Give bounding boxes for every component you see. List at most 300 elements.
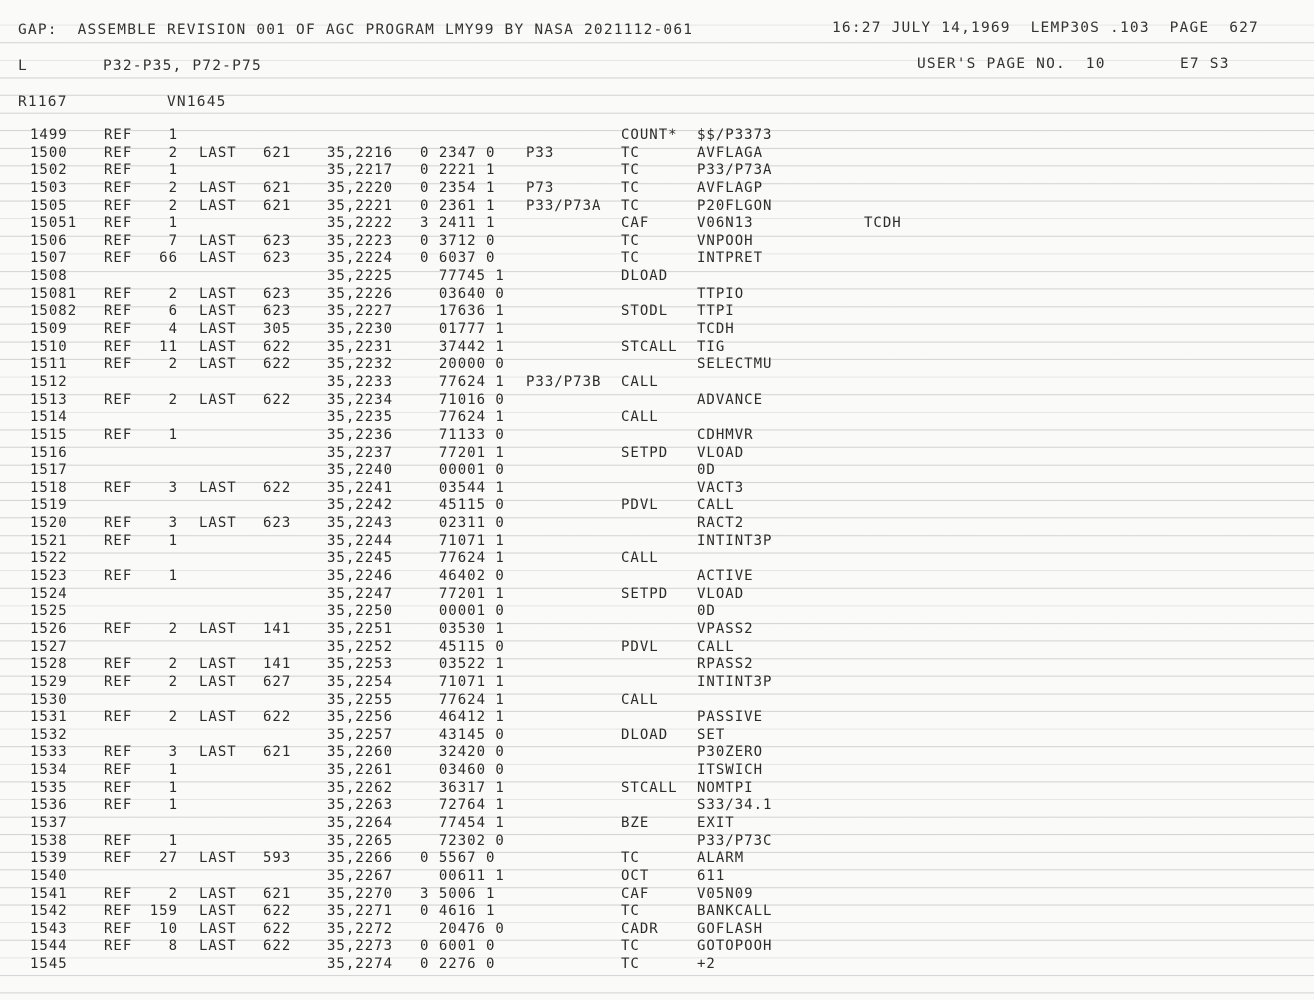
last-tag: LAST — [199, 850, 237, 867]
line-number: 1523 — [30, 568, 68, 585]
code-word: 0 2221 1 — [420, 162, 496, 179]
opcode: TC — [621, 162, 640, 179]
opcode: SETPD — [621, 444, 669, 461]
code-word: 71133 0 — [420, 426, 505, 443]
address: 35,2267 — [327, 867, 394, 884]
address: 35,2246 — [327, 568, 394, 585]
address: 35,2273 — [327, 938, 394, 955]
line-number: 1517 — [30, 462, 68, 479]
ref-tag: REF — [104, 762, 133, 779]
code-word: 43145 0 — [420, 726, 505, 743]
opcode: CADR — [621, 920, 659, 937]
address: 35,2222 — [327, 215, 394, 232]
ref-tag: REF — [104, 903, 133, 920]
header-vn: VN1645 — [167, 94, 227, 110]
last-page: 623 — [263, 303, 292, 320]
code-word: 20000 0 — [420, 356, 505, 373]
operand: V06N13 — [697, 215, 754, 232]
ref-tag: REF — [104, 709, 133, 726]
line-number: 1510 — [30, 338, 68, 355]
line-number: 15082 — [30, 303, 78, 320]
operand: EXIT — [697, 814, 735, 831]
listing-row — [0, 356, 1314, 374]
listing-row — [0, 497, 1314, 515]
address: 35,2262 — [327, 779, 394, 796]
code-word: 03522 1 — [420, 656, 505, 673]
code-word: 00001 0 — [420, 462, 505, 479]
header-timestamp: 16:27 JULY 14,1969 LEMP30S .103 PAGE 627 — [832, 20, 1259, 36]
last-tag: LAST — [199, 515, 237, 532]
operand: TTPIO — [697, 285, 745, 302]
last-tag: LAST — [199, 321, 237, 338]
opcode: TC — [621, 938, 640, 955]
line-number: 1538 — [30, 832, 68, 849]
opcode: BZE — [621, 814, 650, 831]
line-number: 1526 — [30, 620, 68, 637]
operand: GOFLASH — [697, 920, 764, 937]
opcode: CAF — [621, 885, 650, 902]
ref-tag: REF — [104, 744, 133, 761]
last-tag: LAST — [199, 144, 237, 161]
last-tag: LAST — [199, 338, 237, 355]
ref-tag: REF — [104, 197, 133, 214]
listing-row — [0, 180, 1314, 198]
code-word: 03530 1 — [420, 620, 505, 637]
code-word: 32420 0 — [420, 744, 505, 761]
listing-row — [0, 692, 1314, 710]
address: 35,2236 — [327, 426, 394, 443]
ref-tag: REF — [104, 797, 133, 814]
operand: PASSIVE — [697, 709, 764, 726]
opcode: DLOAD — [621, 726, 669, 743]
operand: $$/P3373 — [697, 127, 773, 143]
operand: ITSWICH — [697, 762, 764, 779]
operand: ADVANCE — [697, 391, 764, 408]
address: 35,2247 — [327, 585, 394, 602]
operand: INTPRET — [697, 250, 764, 267]
code-word: 77201 1 — [420, 585, 505, 602]
operand: CDHMVR — [697, 426, 754, 443]
address: 35,2235 — [327, 409, 394, 426]
code-word: 72302 0 — [420, 832, 505, 849]
ref-count: 27 — [159, 850, 178, 867]
operand: INTINT3P — [697, 532, 773, 549]
address: 35,2264 — [327, 814, 394, 831]
listing-row — [0, 445, 1314, 463]
symbol-label: P33/P73B — [526, 373, 602, 390]
code-word: 77624 1 — [420, 550, 505, 567]
ref-tag: REF — [104, 179, 133, 196]
operand: VLOAD — [697, 585, 745, 602]
ref-count: 10 — [159, 920, 178, 937]
last-page: 622 — [263, 479, 292, 496]
operand: P20FLGON — [697, 197, 773, 214]
listing-row — [0, 339, 1314, 357]
last-tag: LAST — [199, 356, 237, 373]
line-number: 1514 — [30, 409, 68, 426]
line-number: 1516 — [30, 444, 68, 461]
listing-row — [0, 462, 1314, 480]
line-number: 15051 — [30, 215, 78, 232]
address: 35,2230 — [327, 321, 394, 338]
listing-row — [0, 727, 1314, 745]
listing-row — [0, 674, 1314, 692]
listing-row — [0, 744, 1314, 762]
ref-tag: REF — [104, 515, 133, 532]
last-page: 621 — [263, 179, 292, 196]
operand: SET — [697, 726, 726, 743]
ref-tag: REF — [104, 285, 133, 302]
opcode: TC — [621, 197, 640, 214]
address: 35,2234 — [327, 391, 394, 408]
ref-count: 1 — [168, 762, 178, 779]
last-tag: LAST — [199, 391, 237, 408]
last-page: 622 — [263, 903, 292, 920]
address: 35,2252 — [327, 638, 394, 655]
ref-tag: REF — [104, 356, 133, 373]
ref-count: 159 — [149, 903, 178, 920]
ref-count: 3 — [168, 744, 178, 761]
line-number: 1522 — [30, 550, 68, 567]
address: 35,2224 — [327, 250, 394, 267]
address: 35,2216 — [327, 144, 394, 161]
listing-row — [0, 392, 1314, 410]
operand: VNPOOH — [697, 232, 754, 249]
code-word: 0 6037 0 — [420, 250, 496, 267]
code-word: 72764 1 — [420, 797, 505, 814]
address: 35,2242 — [327, 497, 394, 514]
code-word: 03544 1 — [420, 479, 505, 496]
listing-row — [0, 956, 1314, 974]
opcode: STCALL — [621, 779, 678, 796]
line-number: 1508 — [30, 268, 68, 285]
address: 35,2272 — [327, 920, 394, 937]
address: 35,2225 — [327, 268, 394, 285]
ref-count: 2 — [168, 885, 178, 902]
line-number: 1534 — [30, 762, 68, 779]
listing-row — [0, 656, 1314, 674]
operand: P33/P73C — [697, 832, 773, 849]
code-word: 36317 1 — [420, 779, 505, 796]
ref-count: 1 — [168, 426, 178, 443]
last-tag: LAST — [199, 250, 237, 267]
header-section: P32-P35, P72-P75 — [103, 58, 262, 74]
code-word: 71071 1 — [420, 673, 505, 690]
listing-row — [0, 762, 1314, 780]
opcode: SETPD — [621, 585, 669, 602]
listing-row — [0, 709, 1314, 727]
code-word: 0 4616 1 — [420, 903, 496, 920]
listing-table — [0, 127, 1314, 974]
ref-tag: REF — [104, 391, 133, 408]
code-word: 01777 1 — [420, 321, 505, 338]
opcode: OCT — [621, 867, 650, 884]
operand: TTPI — [697, 303, 735, 320]
line-number: 1503 — [30, 179, 68, 196]
listing-row — [0, 286, 1314, 304]
ref-count: 2 — [168, 656, 178, 673]
listing-row — [0, 533, 1314, 551]
operand: 611 — [697, 867, 726, 884]
code-word: 00611 1 — [420, 867, 505, 884]
listing-row — [0, 780, 1314, 798]
operand: NOMTPI — [697, 779, 754, 796]
operand: CALL — [697, 497, 735, 514]
operand: 0D — [697, 462, 716, 479]
opcode: STODL — [621, 303, 669, 320]
code-word: 77201 1 — [420, 444, 505, 461]
operand: RPASS2 — [697, 656, 754, 673]
ref-count: 4 — [168, 321, 178, 338]
ref-tag: REF — [104, 426, 133, 443]
ref-count: 3 — [168, 515, 178, 532]
ref-tag: REF — [104, 620, 133, 637]
ref-tag: REF — [104, 127, 133, 143]
address: 35,2223 — [327, 232, 394, 249]
ref-tag: REF — [104, 850, 133, 867]
ref-tag: REF — [104, 232, 133, 249]
address: 35,2260 — [327, 744, 394, 761]
ref-tag: REF — [104, 321, 133, 338]
header-title: GAP: ASSEMBLE REVISION 001 OF AGC PROGRAM LMY99 BY NASA 2021112-061 — [18, 22, 694, 38]
operand: RACT2 — [697, 515, 745, 532]
code-word: 00001 0 — [420, 603, 505, 620]
symbol-label: P33/P73A — [526, 197, 602, 214]
address: 35,2217 — [327, 162, 394, 179]
opcode: TC — [621, 903, 640, 920]
code-word: 3 5006 1 — [420, 885, 496, 902]
address: 35,2266 — [327, 850, 394, 867]
code-word: 45115 0 — [420, 497, 505, 514]
operand: TIG — [697, 338, 726, 355]
last-tag: LAST — [199, 303, 237, 320]
ref-count: 2 — [168, 356, 178, 373]
line-number: 1507 — [30, 250, 68, 267]
line-number: 15081 — [30, 285, 78, 302]
last-page: 622 — [263, 709, 292, 726]
last-tag: LAST — [199, 920, 237, 937]
opcode: TC — [621, 956, 640, 973]
operand: ALARM — [697, 850, 745, 867]
line-number: 1502 — [30, 162, 68, 179]
code-word: 46402 0 — [420, 568, 505, 585]
last-tag: LAST — [199, 620, 237, 637]
last-tag: LAST — [199, 656, 237, 673]
code-word: 0 3712 0 — [420, 232, 496, 249]
ref-count: 1 — [168, 568, 178, 585]
ref-tag: REF — [104, 779, 133, 796]
last-page: 627 — [263, 673, 292, 690]
code-word: 02311 0 — [420, 515, 505, 532]
opcode: TC — [621, 144, 640, 161]
listing-row — [0, 568, 1314, 586]
listing-row — [0, 850, 1314, 868]
code-word: 0 2276 0 — [420, 956, 496, 973]
listing-row — [0, 938, 1314, 956]
address: 35,2244 — [327, 532, 394, 549]
line-number: 1544 — [30, 938, 68, 955]
code-word: 77454 1 — [420, 814, 505, 831]
ref-tag: REF — [104, 532, 133, 549]
line-number: 1515 — [30, 426, 68, 443]
opcode: CALL — [621, 691, 659, 708]
address: 35,2256 — [327, 709, 394, 726]
line-number: 1543 — [30, 920, 68, 937]
code-word: 77624 1 — [420, 691, 505, 708]
code-word: 03640 0 — [420, 285, 505, 302]
ref-count: 1 — [168, 779, 178, 796]
address: 35,2254 — [327, 673, 394, 690]
ref-count: 66 — [159, 250, 178, 267]
line-number: 1521 — [30, 532, 68, 549]
last-page: 622 — [263, 920, 292, 937]
last-page: 622 — [263, 938, 292, 955]
address: 35,2220 — [327, 179, 394, 196]
ref-count: 1 — [168, 797, 178, 814]
listing-row — [0, 215, 1314, 233]
opcode: PDVL — [621, 497, 659, 514]
address: 35,2261 — [327, 762, 394, 779]
ref-count: 3 — [168, 479, 178, 496]
last-tag: LAST — [199, 885, 237, 902]
listing-row — [0, 603, 1314, 621]
operand: S33/34.1 — [697, 797, 773, 814]
listing-row — [0, 797, 1314, 815]
opcode: TC — [621, 179, 640, 196]
address: 35,2232 — [327, 356, 394, 373]
address: 35,2233 — [327, 373, 394, 390]
listing-row — [0, 374, 1314, 392]
code-word: 71016 0 — [420, 391, 505, 408]
listing-row — [0, 868, 1314, 886]
line-number: 1535 — [30, 779, 68, 796]
listing-row — [0, 515, 1314, 533]
line-number: 1528 — [30, 656, 68, 673]
operand: INTINT3P — [697, 673, 773, 690]
address: 35,2241 — [327, 479, 394, 496]
last-page: 141 — [263, 620, 292, 637]
address: 35,2243 — [327, 515, 394, 532]
ref-tag: REF — [104, 673, 133, 690]
address: 35,2231 — [327, 338, 394, 355]
line-number: 1520 — [30, 515, 68, 532]
ref-tag: REF — [104, 656, 133, 673]
ref-tag: REF — [104, 144, 133, 161]
line-number: 1542 — [30, 903, 68, 920]
operand: VPASS2 — [697, 620, 754, 637]
listing-row — [0, 198, 1314, 216]
opcode: PDVL — [621, 638, 659, 655]
listing-row — [0, 268, 1314, 286]
line-number: 1531 — [30, 709, 68, 726]
listing-row — [0, 586, 1314, 604]
code-word: 03460 0 — [420, 762, 505, 779]
last-tag: LAST — [199, 479, 237, 496]
ref-tag: REF — [104, 920, 133, 937]
code-word: 71071 1 — [420, 532, 505, 549]
opcode: DLOAD — [621, 268, 669, 285]
code-word: 0 2347 0 — [420, 144, 496, 161]
operand: SELECTMU — [697, 356, 773, 373]
ref-tag: REF — [104, 885, 133, 902]
listing-row — [0, 321, 1314, 339]
line-number: 1545 — [30, 956, 68, 973]
line-number: 1518 — [30, 479, 68, 496]
last-page: 141 — [263, 656, 292, 673]
address: 35,2245 — [327, 550, 394, 567]
ref-count: 2 — [168, 620, 178, 637]
last-page: 623 — [263, 250, 292, 267]
operand: VACT3 — [697, 479, 745, 496]
listing-row — [0, 250, 1314, 268]
listing-row — [0, 409, 1314, 427]
listing-row — [0, 886, 1314, 904]
line-number: 1539 — [30, 850, 68, 867]
header-listing-code: L — [18, 58, 28, 74]
opcode: TC — [621, 850, 640, 867]
last-tag: LAST — [199, 673, 237, 690]
code-word: 3 2411 1 — [420, 215, 496, 232]
ref-count: 8 — [168, 938, 178, 955]
operand: VLOAD — [697, 444, 745, 461]
opcode: TC — [621, 250, 640, 267]
operand: 0D — [697, 603, 716, 620]
last-tag: LAST — [199, 709, 237, 726]
operand: GOTOPOOH — [697, 938, 773, 955]
line-number: 1509 — [30, 321, 68, 338]
listing-row — [0, 427, 1314, 445]
ref-count: 2 — [168, 179, 178, 196]
ref-count: 2 — [168, 391, 178, 408]
code-word: 37442 1 — [420, 338, 505, 355]
line-number: 1499 — [30, 127, 68, 143]
address: 35,2270 — [327, 885, 394, 902]
address: 35,2271 — [327, 903, 394, 920]
ref-count: 1 — [168, 162, 178, 179]
last-page: 622 — [263, 356, 292, 373]
header-user-page: USER'S PAGE NO. 10 — [917, 56, 1106, 72]
opcode: CALL — [621, 550, 659, 567]
line-number: 1506 — [30, 232, 68, 249]
ref-count: 2 — [168, 197, 178, 214]
listing-row — [0, 921, 1314, 939]
line-number: 1540 — [30, 867, 68, 884]
address: 35,2253 — [327, 656, 394, 673]
last-page: 623 — [263, 232, 292, 249]
line-number: 1512 — [30, 373, 68, 390]
address: 35,2255 — [327, 691, 394, 708]
operand: CALL — [697, 638, 735, 655]
last-tag: LAST — [199, 285, 237, 302]
ref-count: 7 — [168, 232, 178, 249]
address: 35,2221 — [327, 197, 394, 214]
operand: V05N09 — [697, 885, 754, 902]
code-word: 77624 1 — [420, 409, 505, 426]
ref-tag: REF — [104, 303, 133, 320]
code-word: 77745 1 — [420, 268, 505, 285]
ref-count: 1 — [168, 215, 178, 232]
address: 35,2265 — [327, 832, 394, 849]
address: 35,2251 — [327, 620, 394, 637]
last-page: 305 — [263, 321, 292, 338]
ref-count: 6 — [168, 303, 178, 320]
code-word: 45115 0 — [420, 638, 505, 655]
ref-count: 11 — [159, 338, 178, 355]
code-word: 46412 1 — [420, 709, 505, 726]
ref-count: 2 — [168, 709, 178, 726]
opcode: CALL — [621, 409, 659, 426]
line-number: 1533 — [30, 744, 68, 761]
